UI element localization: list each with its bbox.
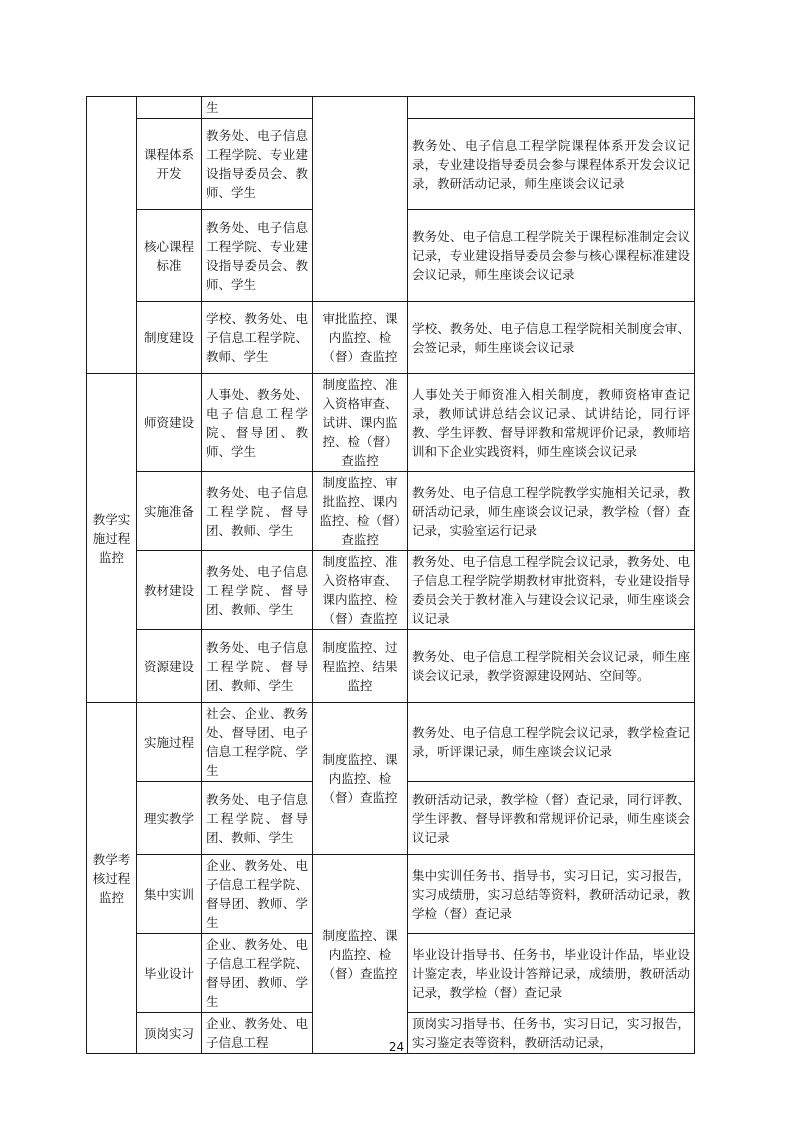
parties-cell: 教务处、电子信息工程学院、专业建设指导委员会、教师、学生 <box>202 119 313 210</box>
table-row <box>87 551 695 630</box>
parties-cell: 教务处、电子信息工程学院、督导团、教师、学生 <box>202 782 313 855</box>
table-row <box>87 97 695 119</box>
parties-cell: 社会、企业、教务处、督导团、电子信息工程学院、学生 <box>202 703 313 782</box>
parties-cell: 企业、教务处、电子信息工程 <box>202 1013 313 1054</box>
parties-cell: 生 <box>202 97 313 119</box>
table-row <box>87 472 695 551</box>
section-cell <box>87 97 137 374</box>
parties-cell: 企业、教务处、电子信息工程学院、督导团、教师、学生 <box>202 934 313 1013</box>
table-row <box>87 374 695 472</box>
mode-cell: 制度监控、审批监控、课内监控、检（督）查监控 <box>313 472 408 551</box>
item-cell: 实施准备 <box>137 472 202 551</box>
parties-cell: 教务处、电子信息工程学院、督导团、教师、学生 <box>202 551 313 630</box>
mode-cell: 制度监控、准入资格审查、课内监控、检（督）查监控 <box>313 551 408 630</box>
item-cell: 师资建设 <box>137 374 202 472</box>
records-cell <box>408 97 695 119</box>
section-cell: 教学考核过程监控 <box>87 703 137 1054</box>
parties-cell: 教务处、电子信息工程学院、专业建设指导委员会、教师、学生 <box>202 210 313 302</box>
records-cell: 教务处、电子信息工程学院关于课程标准制定会议记录，专业建设指导委员会参与核心课程标准建设会议记录，师生座谈会议记录 <box>408 210 695 302</box>
item-cell: 集中实训 <box>137 855 202 934</box>
parties-cell: 人事处、教务处、电子信息工程学院、督导团、教师、学生 <box>202 374 313 472</box>
item-cell <box>137 97 202 119</box>
mode-cell: 制度监控、课内监控、检（督）查监控 <box>313 855 408 1054</box>
item-cell: 制度建设 <box>137 302 202 374</box>
records-cell: 毕业设计指导书、任务书，毕业设计作品，毕业设计鉴定表，毕业设计答辩记录，成绩册，教研活动记录，教学检（督）查记录 <box>408 934 695 1013</box>
records-cell: 集中实训任务书、指导书，实习日记，实习报告，实习成绩册，实习总结等资料，教研活动记录，教学检（督）查记录 <box>408 855 695 934</box>
parties-cell: 企业、教务处、电子信息工程学院、督导团、教师、学生 <box>202 855 313 934</box>
item-cell: 教材建设 <box>137 551 202 630</box>
quality-monitoring-table <box>86 96 695 1054</box>
table-row <box>87 703 695 782</box>
section-cell: 教学实施过程监控 <box>87 374 137 703</box>
mode-cell: 制度监控、过程监控、结果监控 <box>313 630 408 703</box>
records-cell: 教务处、电子信息工程学院会议记录，教学检查记录，听评课记录，师生座谈会议记录 <box>408 703 695 782</box>
item-cell: 实施过程 <box>137 703 202 782</box>
mode-cell: 制度监控、课内监控、检（督）查监控 <box>313 703 408 855</box>
item-cell: 顶岗实习 <box>137 1013 202 1054</box>
item-cell: 课程体系开发 <box>137 119 202 210</box>
page-number: 24 <box>388 1040 405 1054</box>
item-cell: 资源建设 <box>137 630 202 703</box>
item-cell: 毕业设计 <box>137 934 202 1013</box>
records-cell: 顶岗实习指导书、任务书，实习日记，实习报告，实习鉴定表等资料，教研活动记录， <box>408 1013 695 1054</box>
item-cell: 理实教学 <box>137 782 202 855</box>
records-cell: 人事处关于师资准入相关制度，教师资格审查记录，教师试讲总结会议记录、试讲结论，同行评教、学生评教、督导评教和常规评价记录，教师培训和下企业实践资料，师生座谈会议记录 <box>408 374 695 472</box>
parties-cell: 教务处、电子信息工程学院、督导团、教师、学生 <box>202 472 313 551</box>
table-row <box>87 630 695 703</box>
records-cell: 教务处、电子信息工程学院会议记录，教务处、电子信息工程学院学期教材审批资料，专业建设指导委员会关于教材准入与建设会议记录，师生座谈会议记录 <box>408 551 695 630</box>
parties-cell: 学校、教务处、电子信息工程学院、教师、学生 <box>202 302 313 374</box>
records-cell: 教务处、电子信息工程学院教学实施相关记录，教研活动记录，师生座谈会议记录，教学检（督）查记录，实验室运行记录 <box>408 472 695 551</box>
table-row <box>87 302 695 374</box>
table-row <box>87 855 695 934</box>
parties-cell: 教务处、电子信息工程学院、督导团、教师、学生 <box>202 630 313 703</box>
item-cell: 核心课程标准 <box>137 210 202 302</box>
records-cell: 学校、教务处、电子信息工程学院相关制度会审、会签记录，师生座谈会议记录 <box>408 302 695 374</box>
mode-cell: 审批监控、课内监控、检（督）查监控 <box>313 302 408 374</box>
mode-cell <box>313 97 408 302</box>
records-cell: 教务处、电子信息工程学院课程体系开发会议记录，专业建设指导委员会参与课程体系开发会议记录，教研活动记录，师生座谈会议记录 <box>408 119 695 210</box>
records-cell: 教研活动记录，教学检（督）查记录，同行评教、学生评教、督导评教和常规评价记录，师生座谈会议记录 <box>408 782 695 855</box>
mode-cell: 制度监控、准入资格审查、试讲、课内监控、检（督）查监控 <box>313 374 408 472</box>
records-cell: 教务处、电子信息工程学院相关会议记录，师生座谈会议记录，教学资源建设网站、空间等。 <box>408 630 695 703</box>
